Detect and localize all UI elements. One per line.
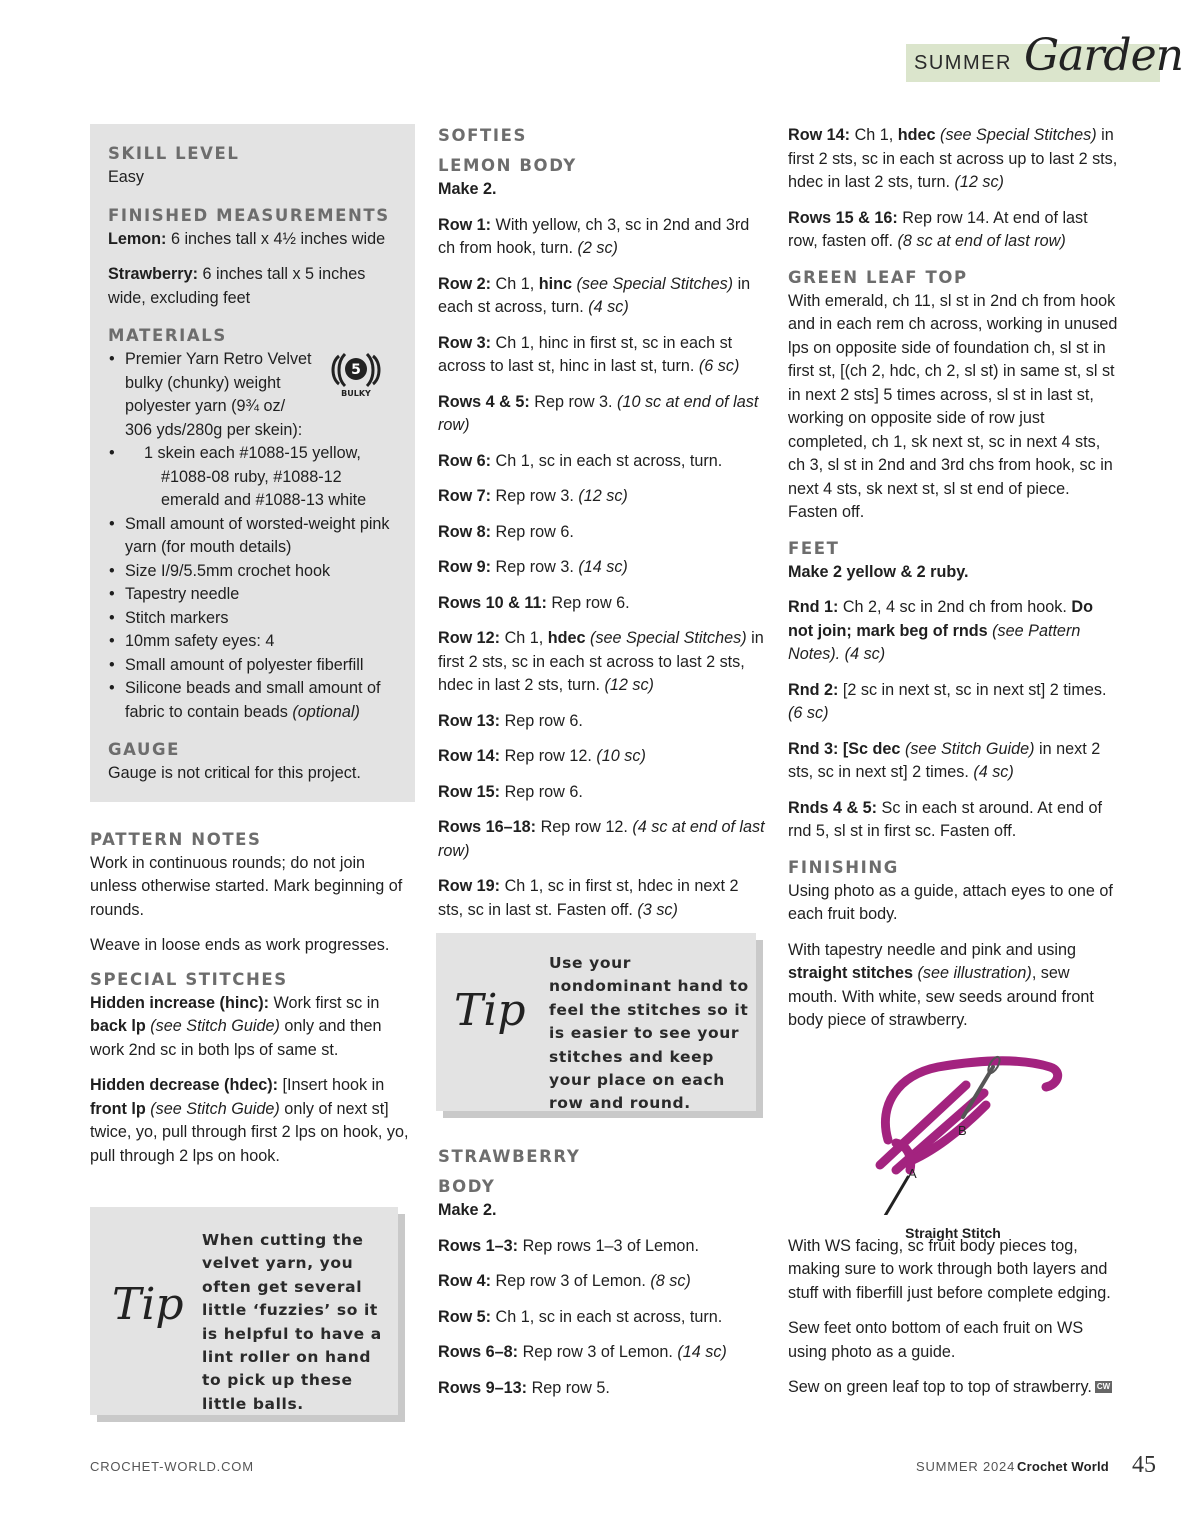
strawberry-row-14: Row 14: Ch 1, hdec (see Special Stitches) in first 2 sts, sc in each st across up to last 2 sts, hdec in last 2 sts, turn. (12 sc) — [788, 126, 1118, 191]
svg-text:BULKY: BULKY — [341, 389, 371, 398]
strawberry-row: Rows 9–13: Rep row 5. — [438, 1378, 610, 1397]
material-item-beads: • Silicone beads and small amount of fabric to contain beads (optional) — [108, 677, 397, 724]
strawberry-body-heading: BODY — [438, 1177, 496, 1196]
skill-level-heading: SKILL LEVEL — [108, 144, 240, 163]
lemon-row: Row 19: Ch 1, sc in first st, hdec in next 2 sts, sc in last st. Fasten off. (3 sc) — [438, 877, 739, 919]
green-leaf-text: With emerald, ch 11, sl st in 2nd ch from hook and in each rem ch across, working in unused lps on opposite side of foundation ch, sl st in first st, [(ch 2, hdc, ch 2, sl st) in same st, sl st in next 2 sts] 5 times across, sl st in last st, working on opposite side of row just completed, ch 1, sk next st, sc in next 4 sts, ch 3, sl st in 2nd and 3rd chs from hook, sc in next 4 sts, sk next st, sl st end of piece. Fasten off. — [788, 291, 1118, 521]
material-yarn: • Premier Yarn Retro Velvet bulky (chunky) weight polyester yarn (9¾ oz/ 306 yds/280g per skein): — [108, 348, 397, 442]
material-item: • Tapestry needle — [108, 583, 397, 607]
materials-heading: MATERIALS — [108, 326, 227, 345]
tip-box-nondominant — [436, 933, 756, 1111]
lemon-row: Rows 10 & 11: Rep row 6. — [438, 593, 630, 612]
lemon-row: Row 15: Rep row 6. — [438, 782, 583, 801]
straight-stitch-illustration — [788, 1045, 1118, 1241]
pattern-notes-p1: Work in continuous rounds; do not join unless otherwise started. Mark beginning of rounds. — [90, 853, 403, 919]
finishing-heading: FINISHING — [788, 857, 899, 877]
pattern-notes-p2: Weave in loose ends as work progresses. — [90, 936, 390, 954]
feet-rnds-4-5: Rnds 4 & 5: Sc in each st around. At end of rnd 5, sl st in first sc. Fasten off. — [788, 798, 1103, 840]
materials-block — [108, 348, 397, 724]
lemon-row: Rows 4 & 5: Rep row 3. (10 sc at end of last row) — [438, 392, 759, 434]
feet-heading: FEET — [788, 538, 840, 558]
strawberry-measurement: Strawberry: 6 inches tall x 5 inches wide, excluding feet — [108, 265, 366, 307]
lemon-row: Row 9: Rep row 3. (14 sc) — [438, 558, 628, 576]
feet-rnd-3: Rnd 3: [Sc dec (see Stitch Guide) in next 2 sts, sc in next st] 2 times. (4 sc) — [788, 739, 1101, 781]
svg-text:A: A — [908, 1165, 917, 1181]
lemon-row: Rows 16–18: Rep row 12. (4 sc at end of last row) — [438, 818, 765, 860]
strawberry-section — [438, 1145, 768, 1412]
finishing-p2: With tapestry needle and pink and using straight stitches (see illustration), sew mouth. With white, sew seeds around front body piece of strawberry. — [788, 940, 1094, 1029]
section-header-tag — [906, 30, 1183, 82]
material-item: • Stitch markers — [108, 607, 397, 631]
gauge-value: Gauge is not critical for this project. — [108, 764, 361, 782]
straight-stitch-diagram — [788, 1045, 1118, 1215]
material-item: • 10mm safety eyes: 4 — [108, 630, 397, 654]
material-item: • Small amount of worsted-weight pink yarn (for mouth details) — [108, 513, 397, 560]
feet-make: Make 2 yellow & 2 ruby. — [788, 562, 969, 581]
lemon-row: Row 7: Rep row 3. (12 sc) — [438, 487, 628, 505]
materials-list — [108, 348, 397, 724]
skill-level-value: Easy — [108, 168, 144, 186]
hidden-decrease-text: Hidden decrease (hdec): [Insert hook in front lp (see Stitch Guide) only of next st] twice, yo, pull through first 2 lps on hook, yo, pull through 2 lps on hook. — [90, 1076, 409, 1165]
green-leaf-heading: GREEN LEAF TOP — [788, 267, 968, 287]
tip-text: Use your nondominant hand to feel the stitches so it is easier to see your stitches and keep your place on each row and round. — [549, 954, 749, 1113]
strawberry-row: Row 5: Ch 1, sc in each st across, turn. — [438, 1307, 723, 1326]
lemon-make: Make 2. — [438, 180, 497, 198]
finishing-p4: Sew feet onto bottom of each fruit on WS using photo as a guide. — [788, 1319, 1084, 1361]
lemon-row: Row 3: Ch 1, hinc in first st, sc in each st across to last st, hinc in last st, turn. (6 sc) — [438, 333, 740, 375]
lemon-body-heading: LEMON BODY — [438, 156, 577, 175]
finishing-p5: Sew on green leaf top to top of strawberry. CW — [788, 1378, 1111, 1396]
strawberry-row: Row 4: Rep row 3 of Lemon. (8 sc) — [438, 1272, 691, 1290]
material-item: • Size I/9/5.5mm crochet hook — [108, 560, 397, 584]
tip-text: When cutting the velvet yarn, you often get several little ‘fuzzies’ so it is helpful to have a lint roller on hand to pick up these little balls. — [202, 1231, 382, 1413]
strawberry-make: Make 2. — [438, 1201, 497, 1219]
footer-issue: SUMMER 2024 — [916, 1459, 1016, 1474]
lemon-row: Row 12: Ch 1, hdec (see Special Stitches) in first 2 sts, sc in each st across to last 2 sts, hdec in last 2 sts, turn. (12 sc) — [438, 629, 764, 694]
tip-label: Tip — [112, 1279, 184, 1330]
left-column — [90, 124, 415, 1168]
illustration-caption: Straight Stitch — [905, 1225, 1001, 1241]
footer-site: CROCHET-WORLD.COM — [90, 1459, 254, 1474]
finished-measurements-heading: FINISHED MEASUREMENTS — [108, 205, 390, 225]
lemon-row: Row 1: With yellow, ch 3, sc in 2nd and 3rd ch from hook, turn. (2 sc) — [438, 215, 750, 257]
header-garden: Garden — [1024, 30, 1183, 81]
lemon-row: Row 8: Rep row 6. — [438, 522, 574, 541]
tip-label: Tip — [454, 985, 526, 1036]
materials-sidebar — [90, 124, 415, 802]
svg-text:B: B — [958, 1122, 967, 1138]
strawberry-row: Rows 6–8: Rep row 3 of Lemon. (14 sc) — [438, 1343, 727, 1361]
finishing-p3: With WS facing, sc fruit body pieces tog, making sure to work through both layers and stuff with fiberfill just before complete edging. — [788, 1236, 1111, 1302]
tip-box-velvet — [90, 1207, 398, 1415]
page-number: 45 — [1132, 1452, 1156, 1478]
material-item: • Small amount of polyester fiberfill — [108, 654, 397, 678]
strawberry-rows-15-16: Rows 15 & 16: Rep row 14. At end of last row, fasten off. (8 sc at end of last row) — [788, 208, 1088, 250]
footer-magazine: Crochet World — [1017, 1459, 1109, 1474]
feet-rnd-2: Rnd 2: [2 sc in next st, sc in next st] 2 times. (6 sc) — [788, 680, 1107, 722]
strawberry-row: Rows 1–3: Rep rows 1–3 of Lemon. — [438, 1236, 699, 1255]
lemon-measurement: Lemon: 6 inches tall x 4½ inches wide — [108, 229, 386, 248]
cw-end-badge: CW — [1096, 1382, 1111, 1391]
right-column — [788, 124, 1118, 1412]
pattern-notes-heading: PATTERN NOTES — [90, 829, 262, 849]
lemon-row: Row 14: Rep row 12. (10 sc) — [438, 747, 646, 765]
hidden-increase-text: Hidden increase (hinc): Work first sc in back lp (see Stitch Guide) only and then work 2nd sc in both lps of same st. — [90, 993, 382, 1059]
lemon-row: Row 2: Ch 1, hinc (see Special Stitches) in each st across, turn. (4 sc) — [438, 274, 751, 316]
special-stitches-heading: SPECIAL STITCHES — [90, 969, 288, 989]
strawberry-heading: STRAWBERRY — [438, 1147, 581, 1166]
feet-rnd-1: Rnd 1: Ch 2, 4 sc in 2nd ch from hook. Do not join; mark beg of rnds (see Pattern Notes). (4 sc) — [788, 598, 1093, 663]
finishing-p1: Using photo as a guide, attach eyes to one of each fruit body. — [788, 881, 1113, 923]
lemon-row: Row 6: Ch 1, sc in each st across, turn. — [438, 451, 723, 470]
middle-column — [438, 124, 768, 934]
material-yarn-colors: • 1 skein each #1088-15 yellow, #1088-08 ruby, #1088-12 emerald and #1088-13 white — [108, 442, 397, 513]
gauge-heading: GAUGE — [108, 740, 181, 759]
header-summer: SUMMER — [914, 52, 1012, 74]
svg-text:5: 5 — [351, 362, 361, 378]
softies-heading: SOFTIES — [438, 126, 527, 145]
lemon-row: Row 13: Rep row 6. — [438, 711, 583, 730]
